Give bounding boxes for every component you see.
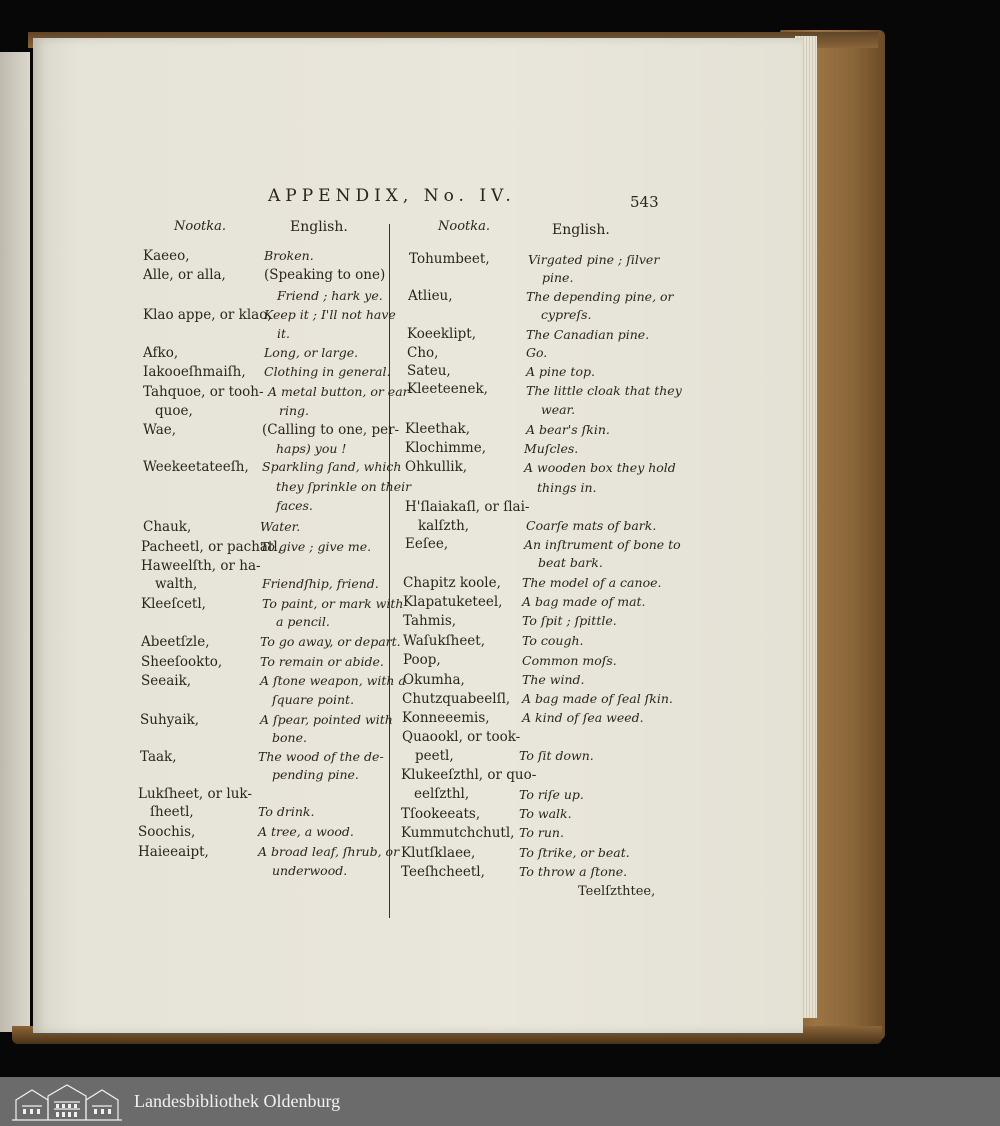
- library-name: Landesbibliothek Oldenburg: [134, 1091, 341, 1111]
- left-nootka-word: Iakooeſhmaiſh,: [143, 364, 246, 380]
- right-english-meaning: A bear's ſkin.: [526, 422, 610, 437]
- left-english-meaning: it.: [277, 326, 290, 341]
- right-english-meaning: To ſit down.: [519, 748, 594, 763]
- library-footer-bar: [0, 1077, 1000, 1126]
- right-nootka-word: Ohkullik,: [405, 459, 468, 475]
- right-nootka-word: Teeſhcheetl,: [401, 864, 485, 880]
- right-english-meaning: The little cloak that they: [526, 383, 682, 398]
- left-nootka-word: Klao appe, or klao,: [143, 307, 272, 323]
- left-nootka-word: Taak,: [140, 749, 177, 765]
- left-english-meaning: To go away, or depart.: [260, 634, 401, 649]
- right-nootka-word: Klochimme,: [405, 440, 486, 456]
- right-nootka-word: Eeſee,: [405, 536, 449, 552]
- left-english-meaning: they ſprinkle on their: [276, 479, 412, 494]
- right-column-head-nootka: Nootka.: [438, 219, 491, 234]
- right-english-meaning: To ſtrike, or beat.: [519, 845, 630, 860]
- left-nootka-word: Chauk,: [143, 519, 192, 535]
- right-nootka-word: Koeeklipt,: [407, 326, 477, 342]
- right-nootka-word: Atlieu,: [408, 288, 453, 304]
- right-nootka-word: Quaookl, or took-: [402, 729, 521, 745]
- right-english-meaning: To throw a ſtone.: [519, 864, 628, 879]
- right-english-meaning: Go.: [526, 345, 548, 360]
- left-english-meaning: faces.: [276, 498, 313, 513]
- left-nootka-word: Afko,: [143, 345, 179, 361]
- left-english-meaning: haps) you !: [276, 441, 347, 456]
- right-english-meaning: To cough.: [522, 633, 584, 648]
- right-english-meaning: Common moſs.: [522, 653, 617, 668]
- previous-page-edge: [0, 52, 30, 1032]
- right-column-head-english: English.: [552, 222, 610, 238]
- left-english-meaning: To remain or abide.: [260, 654, 384, 669]
- left-english-meaning: Broken.: [264, 248, 314, 263]
- left-english-meaning: a pencil.: [276, 614, 330, 629]
- right-nootka-word: Kummutchchutl,: [401, 825, 515, 841]
- right-nootka-word: Tahmis,: [403, 613, 457, 629]
- left-nootka-word: Abeetſzle,: [141, 634, 210, 650]
- left-english-meaning: underwood.: [272, 863, 348, 878]
- left-nootka-word: walth,: [155, 576, 198, 592]
- left-english-meaning: A tree, a wood.: [258, 824, 354, 839]
- right-nootka-word: Klukeeſzthl, or quo-: [401, 767, 537, 783]
- left-english-meaning: Keep it ; I'll not have: [264, 307, 396, 322]
- right-english-meaning: The Canadian pine.: [526, 327, 650, 342]
- right-nootka-word: Waſukſheet,: [403, 633, 486, 649]
- right-english-meaning: An inſtrument of bone to: [524, 537, 681, 552]
- right-english-meaning: Muſcles.: [524, 441, 579, 456]
- right-english-meaning: A wooden box they hold: [524, 460, 676, 475]
- left-english-meaning: To paint, or mark with: [262, 596, 404, 611]
- left-english-meaning: Friendſhip, friend.: [262, 576, 379, 591]
- right-english-meaning: The depending pine, or: [526, 289, 674, 304]
- left-nootka-word: Kleeſcetl,: [141, 596, 206, 612]
- right-english-meaning: A kind of ſea weed.: [522, 710, 644, 725]
- right-english-meaning: Virgated pine ; ſilver: [528, 252, 660, 267]
- left-english-meaning: A metal button, or ear-: [268, 384, 413, 399]
- right-nootka-word: Chapitz koole,: [403, 575, 501, 591]
- left-english-meaning: Friend ; hark ye.: [277, 288, 383, 303]
- left-english-meaning: ring.: [279, 403, 309, 418]
- left-nootka-word: Lukſheet, or luk-: [138, 786, 252, 802]
- left-english-meaning: Sparkling ſand, which: [262, 459, 402, 474]
- right-nootka-word: kalſzth,: [418, 518, 470, 534]
- right-nootka-word: Klutſklaee,: [401, 845, 476, 861]
- left-column-head-english: English.: [290, 219, 348, 235]
- left-english-meaning: To drink.: [258, 804, 315, 819]
- left-english-meaning: A ſtone weapon, with a: [260, 673, 406, 688]
- right-nootka-word: Klapatuketeel,: [403, 594, 503, 610]
- left-column-head-nootka: Nootka.: [174, 219, 227, 234]
- left-nootka-word: Weekeetateeſh,: [143, 459, 249, 475]
- right-english-meaning: beat bark.: [538, 555, 603, 570]
- left-nootka-word: Pacheetl, or pachatl,: [141, 539, 282, 555]
- left-english-meaning: A ſpear, pointed with: [260, 712, 393, 727]
- library-building-logo: [10, 1082, 124, 1122]
- right-nootka-word: Tſookeeats,: [401, 806, 481, 822]
- left-nootka-word: Alle, or alla,: [143, 267, 226, 283]
- right-nootka-word: Cho,: [407, 345, 439, 361]
- left-nootka-word: Haweelſth, or ha-: [141, 558, 261, 574]
- left-english-meaning: Long, or large.: [264, 345, 359, 360]
- right-english-meaning: A bag made of mat.: [522, 594, 646, 609]
- left-english-meaning: (Speaking to one): [264, 267, 386, 283]
- left-english-meaning: ſquare point.: [272, 692, 355, 707]
- running-head: APPENDIX, No. IV.: [268, 186, 516, 206]
- right-english-meaning: wear.: [541, 402, 576, 417]
- right-english-meaning: Coarſe mats of bark.: [526, 518, 657, 533]
- right-english-meaning: To walk.: [519, 806, 572, 821]
- left-english-meaning: bone.: [272, 730, 307, 745]
- left-english-meaning: pending pine.: [272, 767, 359, 782]
- right-nootka-word: eelſzthl,: [414, 786, 470, 802]
- left-nootka-word: quoe,: [155, 403, 193, 419]
- right-english-meaning: The wind.: [522, 672, 585, 687]
- right-nootka-word: Kleeteenek,: [407, 381, 488, 397]
- right-nootka-word: Sateu,: [407, 363, 451, 379]
- right-english-meaning: To riſe up.: [519, 787, 584, 802]
- right-english-meaning: pine.: [542, 270, 574, 285]
- left-english-meaning: The wood of the de-: [258, 749, 384, 764]
- column-divider: [389, 224, 390, 918]
- left-nootka-word: Seeaik,: [141, 673, 192, 689]
- left-nootka-word: Haieeaipt,: [138, 844, 209, 860]
- right-english-meaning: A pine top.: [526, 364, 595, 379]
- left-english-meaning: (Calling to one, per-: [262, 422, 400, 438]
- catchword: Teelſzthtee,: [578, 884, 656, 899]
- right-nootka-word: peetl,: [415, 748, 454, 764]
- right-english-meaning: things in.: [537, 480, 597, 495]
- left-nootka-word: Soochis,: [138, 824, 196, 840]
- right-nootka-word: H'ſlaiakaſl, or ſlai-: [405, 499, 530, 515]
- right-english-meaning: To run.: [519, 825, 564, 840]
- right-nootka-word: Tohumbeet,: [409, 251, 490, 267]
- left-nootka-word: Sheeſookto,: [141, 654, 223, 670]
- right-english-meaning: The model of a canoe.: [522, 575, 662, 590]
- left-nootka-word: ſheetl,: [150, 804, 194, 820]
- right-english-meaning: A bag made of ſeal ſkin.: [522, 691, 673, 706]
- right-nootka-word: Poop,: [403, 652, 441, 668]
- left-nootka-word: Wae,: [143, 422, 177, 438]
- left-nootka-word: Kaeeo,: [143, 248, 190, 264]
- left-english-meaning: Water.: [260, 519, 301, 534]
- right-nootka-word: Chutzquabeelſl,: [402, 691, 511, 707]
- left-nootka-word: Suhyaik,: [140, 712, 200, 728]
- right-english-meaning: To ſpit ; ſpittle.: [522, 613, 617, 628]
- right-english-meaning: cypreſs.: [541, 307, 592, 322]
- right-nootka-word: Konneeemis,: [402, 710, 490, 726]
- left-english-meaning: Clothing in general.: [264, 364, 391, 379]
- right-nootka-word: Okumha,: [403, 672, 465, 688]
- right-nootka-word: Kleethak,: [405, 421, 471, 437]
- left-english-meaning: To give ; give me.: [260, 539, 372, 554]
- page-number: 543: [630, 193, 659, 211]
- left-english-meaning: A broad leaf, ſhrub, or: [258, 844, 400, 859]
- left-nootka-word: Tahquoe, or tooh-: [143, 384, 264, 400]
